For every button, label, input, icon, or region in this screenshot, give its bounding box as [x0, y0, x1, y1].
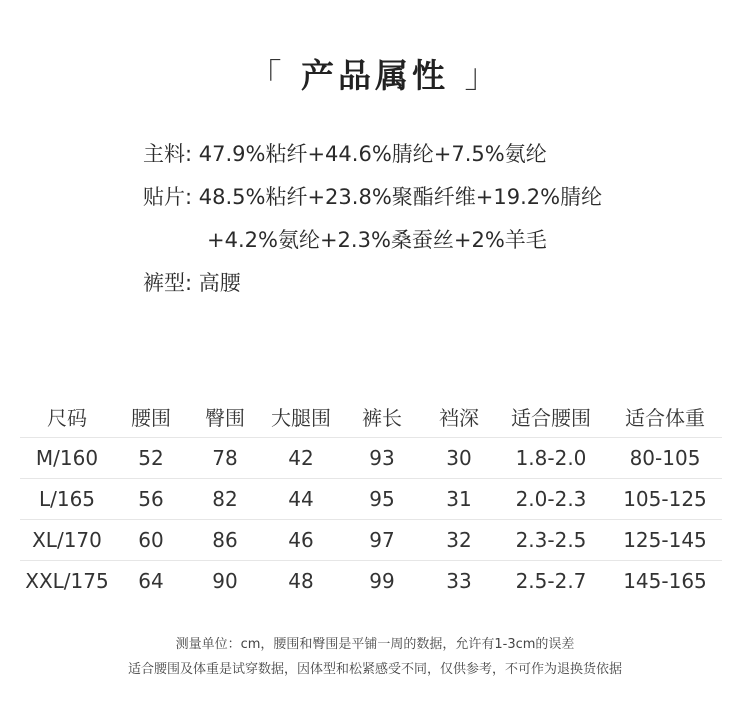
cell-waist: 56: [114, 479, 188, 520]
title-text: 产品属性: [301, 56, 449, 95]
table-row: [20, 438, 722, 479]
cell-length: 97: [340, 520, 424, 561]
cell-hip: 78: [188, 438, 262, 479]
cell-size: M/160: [20, 438, 114, 479]
header-length: 裤长: [340, 395, 424, 438]
cell-size: XL/170: [20, 520, 114, 561]
cell-rise: 32: [424, 520, 494, 561]
cell-thigh: 44: [262, 479, 340, 520]
title-left-bracket: 「: [248, 56, 286, 95]
section-title: [0, 50, 750, 97]
header-fit-waist: 适合腰围: [494, 395, 608, 438]
attribute-patch-material: 贴片: 48.5%粘纤+23.8%聚酯纤维+19.2%腈纶: [143, 185, 603, 209]
cell-fit-weight: 145-165: [623, 569, 707, 593]
cell-thigh: 42: [262, 438, 340, 479]
header-hip: 臀围: [188, 395, 262, 438]
cell-waist: 52: [114, 438, 188, 479]
cell-waist: 64: [138, 569, 164, 593]
header-thigh: 大腿围: [262, 395, 340, 438]
cell-rise: 30: [424, 438, 494, 479]
attribute-list: [143, 136, 602, 308]
cell-fit-waist: 2.5-2.7: [515, 569, 587, 593]
table-row: [20, 520, 722, 561]
cell-fit-weight: 80-105: [608, 438, 722, 479]
table-header-row: [20, 395, 722, 438]
header-rise: 裆深: [424, 395, 494, 438]
cell-hip: 86: [188, 520, 262, 561]
cell-length: 99: [369, 569, 395, 593]
header-fit-weight: 适合体重: [608, 395, 722, 438]
cell-length: 95: [340, 479, 424, 520]
cell-hip: 82: [188, 479, 262, 520]
measurement-note: 测量单位：cm，腰围和臀围是平铺一周的数据，允许有1-3cm的误差: [175, 637, 575, 652]
table-row: [20, 479, 722, 520]
cell-rise: 33: [446, 569, 472, 593]
cell-hip: 90: [212, 569, 238, 593]
table-row: [20, 561, 722, 602]
cell-thigh: 48: [288, 569, 314, 593]
cell-fit-weight: 105-125: [608, 479, 722, 520]
header-size: 尺码: [20, 395, 114, 438]
attribute-main-material: 主料: 47.9%粘纤+44.6%腈纶+7.5%氨纶: [143, 142, 547, 166]
title-right-bracket: 」: [464, 56, 502, 95]
cell-fit-weight: 125-145: [608, 520, 722, 561]
fit-disclaimer-note: 适合腰围及体重是试穿数据，因体型和松紧感受不同，仅供参考，不可作为退换货依据: [127, 662, 622, 677]
cell-size: L/165: [20, 479, 114, 520]
cell-thigh: 46: [262, 520, 340, 561]
cell-waist: 60: [114, 520, 188, 561]
cell-size: XXL/175: [25, 569, 109, 593]
cell-fit-waist: 2.3-2.5: [494, 520, 608, 561]
header-waist: 腰围: [114, 395, 188, 438]
attribute-patch-material-continued: +4.2%氨纶+2.3%桑蚕丝+2%羊毛: [207, 228, 547, 252]
size-table: [20, 395, 722, 601]
cell-fit-waist: 1.8-2.0: [494, 438, 608, 479]
attribute-fit: 裤型: 高腰: [143, 271, 241, 295]
cell-length: 93: [340, 438, 424, 479]
cell-fit-waist: 2.0-2.3: [494, 479, 608, 520]
cell-rise: 31: [424, 479, 494, 520]
